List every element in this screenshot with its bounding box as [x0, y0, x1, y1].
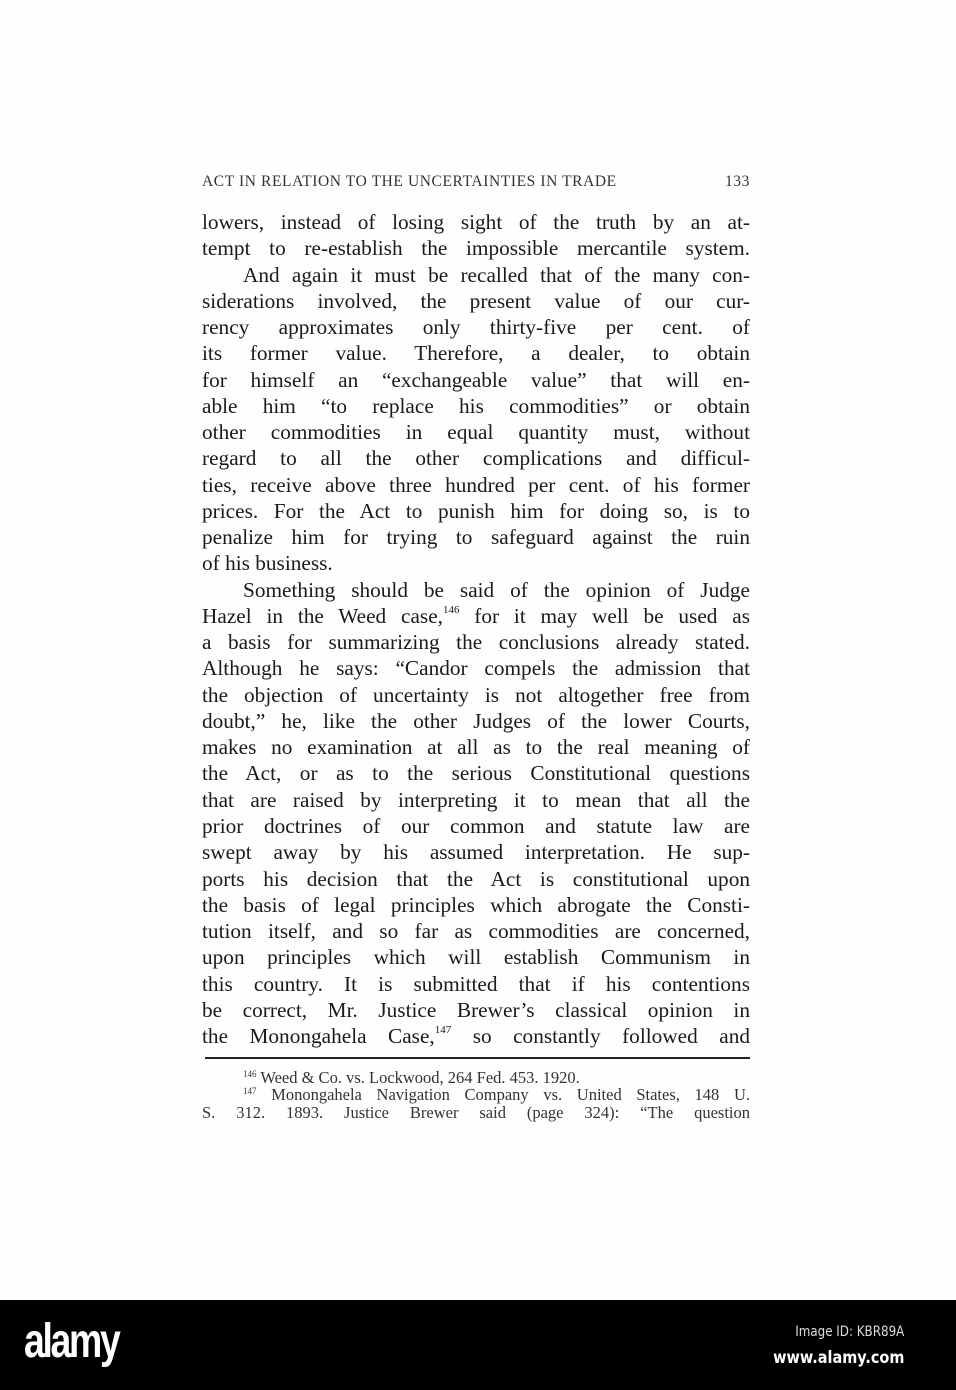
text-line: Although he says: “Candor compels the admission that: [202, 656, 750, 681]
alamy-logo: alamy: [24, 1315, 119, 1368]
text-line: regard to all the other complications and difficul-: [202, 446, 750, 471]
text-line: the Act, or as to the serious Constitutional questions: [202, 761, 750, 786]
text-line: tempt to re-establish the impossible mercantile system.: [202, 236, 750, 261]
text-line: siderations involved, the present value of our cur-: [202, 288, 750, 313]
line-segment: for it may well be used as: [459, 603, 750, 628]
text-line: for himself an “exchangeable value” that will en-: [202, 367, 750, 392]
line-segment: so constantly followed and: [451, 1024, 750, 1049]
running-title: ACT IN RELATION TO THE UNCERTAINTIES IN TRADE: [202, 173, 617, 190]
text-line: this country. It is submitted that if his contentions: [202, 971, 750, 996]
text-line: its former value. Therefore, a dealer, to obtain: [202, 341, 750, 366]
text-line: rency approximates only thirty-five per cent. of: [202, 315, 750, 340]
footnote-mark: 147: [243, 1086, 257, 1096]
footnote-147: [243, 1086, 750, 1104]
text-line: penalize him for trying to safeguard against the ruin: [202, 525, 750, 550]
text-line: [202, 1023, 750, 1049]
footnote-mark: 146: [243, 1069, 257, 1079]
image-id: Image ID: KBR89A: [794, 1324, 904, 1340]
line-segment: Hazel in the Weed case,: [202, 603, 443, 628]
text-line: the objection of uncertainty is not altogether free from: [202, 682, 750, 707]
text-line: be correct, Mr. Justice Brewer’s classical opinion in: [202, 997, 750, 1022]
footnote-147-continuation: S. 312. 1893. Justice Brewer said (page 324): “The question: [202, 1103, 750, 1122]
text-line: other commodities in equal quantity must, without: [202, 420, 750, 445]
text-line: upon principles which will establish Communism in: [202, 945, 750, 970]
text-line: makes no examination at all as to the real meaning of: [202, 735, 750, 760]
line-segment: the Monongahela Case,: [202, 1024, 435, 1049]
text-line: lowers, instead of losing sight of the truth by an at-: [202, 210, 750, 234]
footnote-rule: [205, 1057, 750, 1059]
footnote-text: Weed & Co. vs. Lockwood, 264 Fed. 453. 1920.: [256, 1068, 580, 1087]
text-line: doubt,” he, like the other Judges of the lower Courts,: [202, 708, 750, 733]
site-url: www.alamy.com: [772, 1348, 904, 1368]
text-line: swept away by his assumed interpretation. He sup-: [202, 840, 750, 865]
page-number: 133: [724, 173, 750, 190]
text-line: able him “to replace his commodities” or obtain: [202, 393, 750, 418]
text-line: a basis for summarizing the conclusions already stated.: [202, 630, 750, 655]
footnote-text: Monongahela Navigation Company vs. United States, 148 U.: [256, 1085, 750, 1104]
text-line: prior doctrines of our common and statute law are: [202, 813, 750, 838]
watermark-bar: [0, 1300, 956, 1390]
text-line: [202, 603, 750, 629]
running-header: [202, 173, 750, 195]
text-line: tution itself, and so far as commodities are concerned,: [202, 919, 750, 944]
text-line: Something should be said of the opinion of Judge: [243, 577, 750, 602]
text-line: that are raised by interpreting it to mean that all the: [202, 787, 750, 812]
text-line: prices. For the Act to punish him for doing so, is to: [202, 498, 750, 523]
text-line: And again it must be recalled that of the many con-: [243, 262, 750, 287]
footnote-reference: 146: [442, 603, 460, 616]
footnote-reference: 147: [434, 1024, 452, 1037]
text-line: of his business.: [202, 551, 333, 576]
text-line: ports his decision that the Act is constitutional upon: [202, 866, 750, 891]
text-line: ties, receive above three hundred per cent. of his former: [202, 472, 750, 497]
text-line: the basis of legal principles which abrogate the Consti-: [202, 892, 750, 917]
